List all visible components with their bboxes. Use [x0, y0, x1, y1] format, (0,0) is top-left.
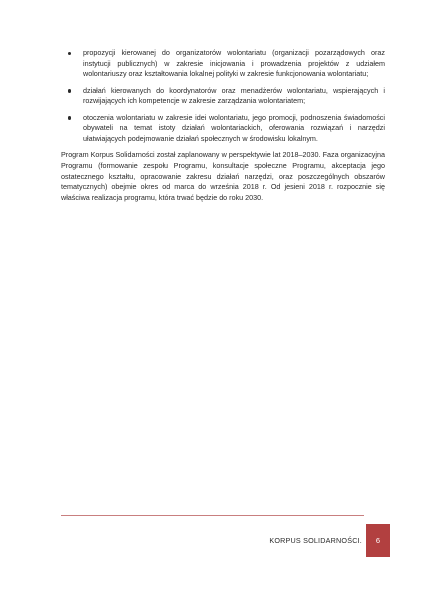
bullet-list: [61, 48, 385, 145]
bullet-text: otoczenia wolontariatu w zakresie idei wolontariatu, jego promocji, podnoszenia świadomości obywateli na temat istoty działań wolontariackich, oferowania rozwiązań i narzędzi ułatwiających podejmowanie działań społecznych w środowisku lokalnym.: [83, 112, 385, 143]
bullet-text: propozycji kierowanej do organizatorów wolontariatu (organizacji pozarządowych oraz instytucji publicznych) w zakresie inicjowania i prowadzenia projektów z udziałem wolontariuszy oraz kształtowania lokalnej polityki w zakresie funkcjonowania wolontariatu;: [83, 48, 385, 79]
footer-divider: [61, 515, 364, 516]
program-paragraph: Program Korpus Solidarności został zaplanowany w perspektywie lat 2018–2030. Faza organizacyjna Programu (formowanie zespołu Programu, konsultacje społeczne Programu, akceptacja jego ostatecznego kształtu, opracowanie zakresu działań narzędzi, oraz poszczególnych obszarów tematycznych) obejmie okres od marca do września 2018 r. Od jesieni 2018 r. rozpocznie się właściwa realizacja programu, która trwać będzie do roku 2030.: [61, 150, 385, 202]
bullet-item-environment: [61, 113, 385, 145]
bullet-icon: [68, 116, 71, 119]
footer-title: KORPUS SOLIDARNOŚCI.: [269, 536, 362, 545]
bullet-icon: [68, 89, 71, 92]
bullet-icon: [68, 52, 71, 55]
bullet-item-organizers: [61, 48, 385, 80]
page-number: 6: [375, 536, 381, 545]
page-number-badge: [366, 524, 390, 557]
bullet-item-coordinators: [61, 86, 385, 107]
bullet-text: działań kierowanych do koordynatorów oraz menadżerów wolontariatu, wspierających i rozwijających ich kompetencje w zakresie zarządzania wolontariatem;: [83, 85, 385, 106]
page-content: [61, 48, 385, 204]
